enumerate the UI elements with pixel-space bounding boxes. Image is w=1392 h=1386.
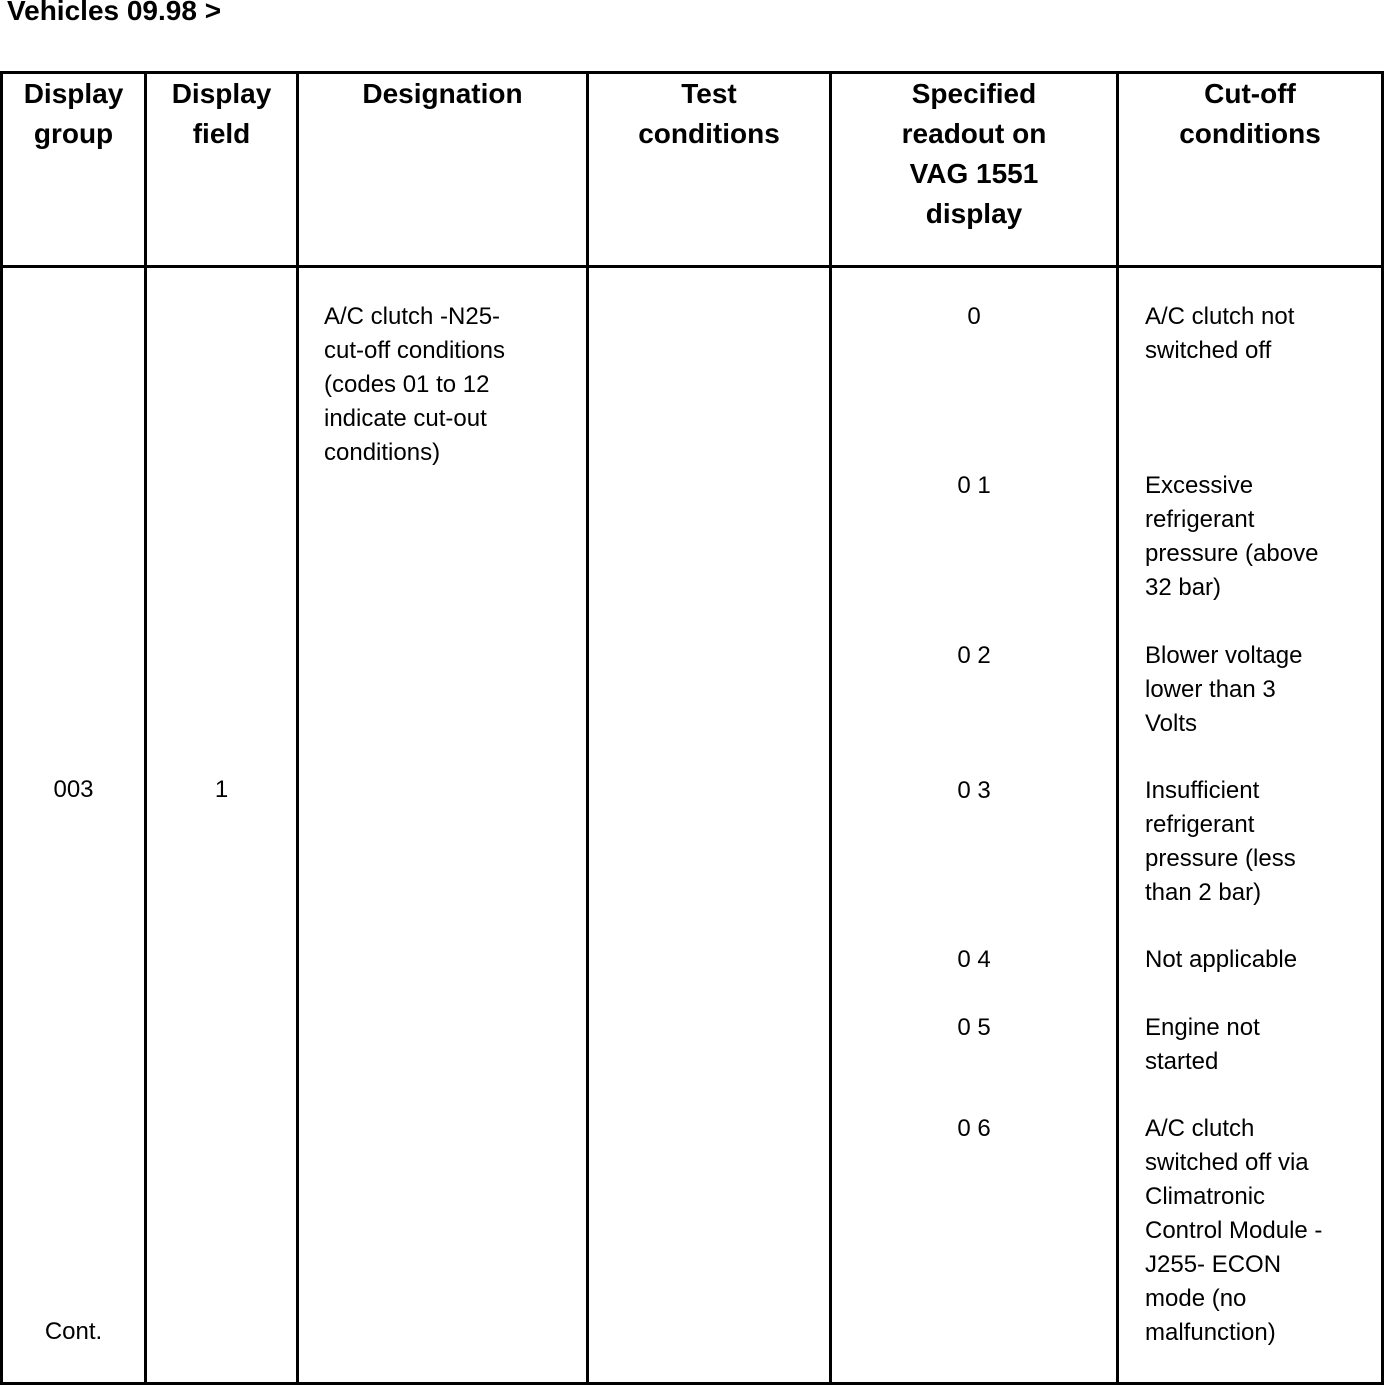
condition-line: Insufficient: [1145, 777, 1260, 804]
readout-code: 0 6: [957, 1115, 991, 1142]
condition-line: malfunction): [1145, 1319, 1276, 1346]
header-line: Specified: [911, 78, 1037, 109]
header-line: Display: [23, 78, 124, 109]
designation-line: (codes 01 to 12: [324, 371, 490, 398]
header-line: Test: [681, 78, 737, 109]
header-designation: [299, 74, 586, 114]
readout-code: 0 1: [957, 472, 991, 499]
table-border-bottom: [0, 1382, 1384, 1385]
condition-line: J255- ECON: [1145, 1251, 1282, 1278]
header-display-field: [147, 74, 296, 154]
column-divider: [1116, 71, 1119, 1385]
header-specified-readout: [832, 74, 1116, 234]
header-cut-off-conditions: [1119, 74, 1381, 154]
condition-line: 32 bar): [1145, 574, 1222, 601]
readout-code: 0 5: [957, 1014, 991, 1041]
cut-off-condition: [1145, 469, 1318, 605]
condition-line: switched off: [1145, 337, 1272, 364]
condition-line: switched off via: [1145, 1149, 1309, 1176]
cut-off-condition: [1145, 1112, 1322, 1350]
header-display-group: [3, 74, 144, 154]
designation-line: A/C clutch -N25-: [324, 303, 501, 330]
condition-line: A/C clutch: [1145, 1115, 1255, 1142]
header-test-conditions: [589, 74, 829, 154]
condition-line: started: [1145, 1048, 1219, 1075]
header-line: field: [192, 118, 251, 149]
header-divider: [0, 265, 1384, 268]
condition-line: pressure (less: [1145, 845, 1296, 872]
condition-line: lower than 3: [1145, 676, 1276, 703]
condition-line: refrigerant: [1145, 811, 1255, 838]
condition-line: than 2 bar): [1145, 879, 1262, 906]
vehicles-heading: Vehicles 09.98 >: [7, 0, 222, 26]
condition-line: Control Module -: [1145, 1217, 1323, 1244]
condition-line: Volts: [1145, 710, 1198, 737]
continued-note: Cont.: [44, 1318, 103, 1345]
column-divider: [829, 71, 832, 1385]
header-line: Display: [171, 78, 272, 109]
cut-off-condition: [1145, 943, 1297, 977]
table-border-right: [1381, 71, 1384, 1385]
designation-line: conditions): [324, 439, 441, 466]
designation-line: cut-off conditions: [324, 337, 505, 364]
condition-line: Not applicable: [1145, 946, 1298, 973]
cut-off-condition: [1145, 774, 1296, 910]
readout-code: 0 2: [957, 642, 991, 669]
column-divider: [296, 71, 299, 1385]
readout-code: 0: [967, 303, 981, 330]
condition-line: Excessive: [1145, 472, 1254, 499]
designation-line: indicate cut-out: [324, 405, 487, 432]
header-line: Cut-off: [1204, 78, 1296, 109]
designation-text: [324, 300, 505, 470]
header-line: display: [925, 198, 1023, 229]
header-line: readout on: [901, 118, 1047, 149]
condition-line: A/C clutch not: [1145, 303, 1295, 330]
header-line: group: [33, 118, 114, 149]
cut-off-condition: [1145, 300, 1294, 368]
readout-code: 0 4: [957, 946, 991, 973]
cut-off-condition: [1145, 639, 1302, 741]
condition-line: pressure (above: [1145, 540, 1319, 567]
condition-line: mode (no: [1145, 1285, 1247, 1312]
header-line: VAG 1551: [909, 158, 1039, 189]
display-group-value: 003: [53, 776, 94, 803]
column-divider: [586, 71, 589, 1385]
condition-line: refrigerant: [1145, 506, 1255, 533]
table-border-left: [0, 71, 3, 1385]
display-field-value: 1: [214, 776, 229, 803]
readout-code: 0 3: [957, 777, 991, 804]
header-line: Designation: [362, 78, 523, 109]
header-line: conditions: [638, 118, 780, 149]
cut-off-condition: [1145, 1011, 1260, 1079]
column-divider: [144, 71, 147, 1385]
condition-line: Engine not: [1145, 1014, 1260, 1041]
condition-line: Climatronic: [1145, 1183, 1266, 1210]
header-line: conditions: [1179, 118, 1321, 149]
condition-line: Blower voltage: [1145, 642, 1303, 669]
